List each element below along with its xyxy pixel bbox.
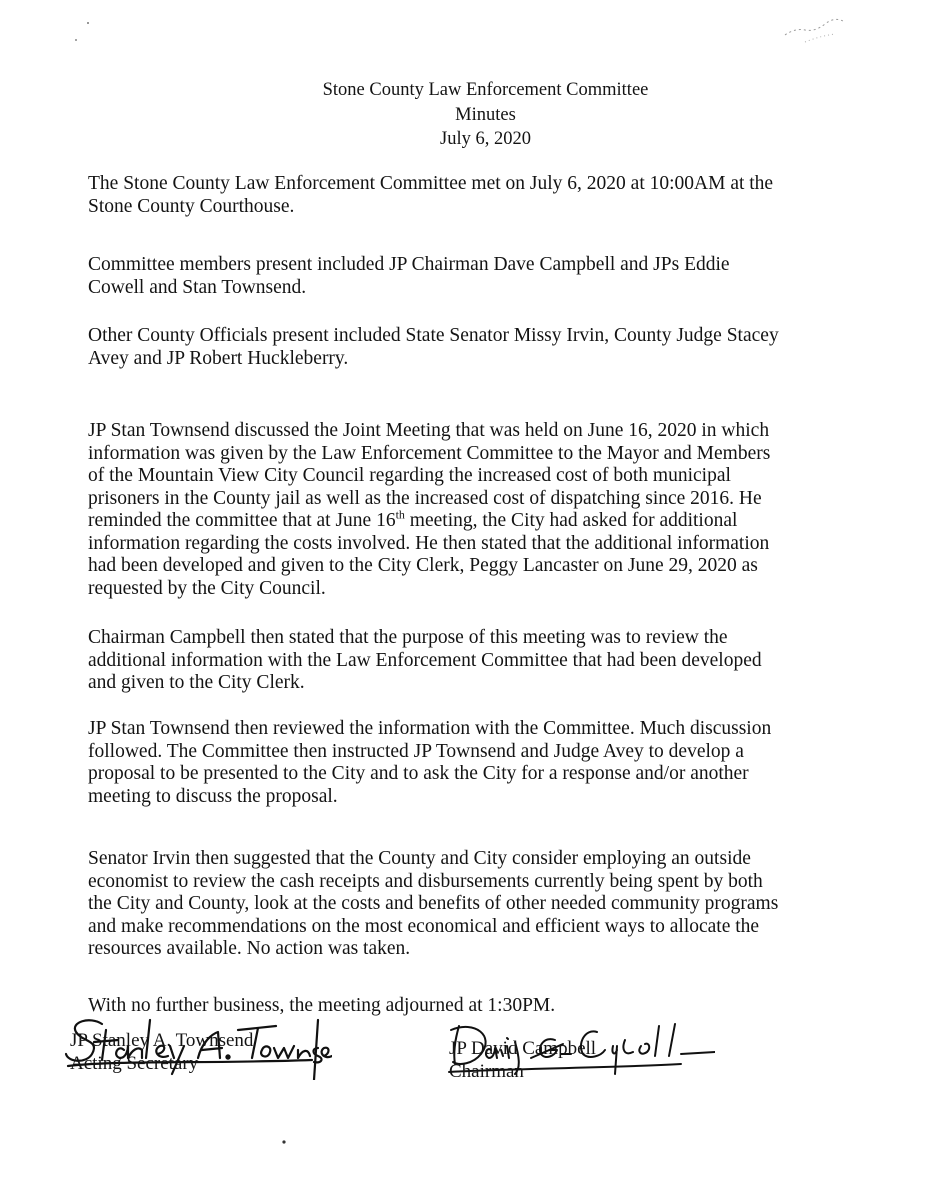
meeting-date: July 6, 2020 bbox=[440, 129, 531, 149]
paragraph-adjournment: With no further business, the meeting adjourned at 1:30PM. bbox=[88, 995, 556, 1016]
scan-dot-bottom bbox=[280, 1138, 288, 1146]
scan-speck-top-left bbox=[70, 18, 110, 48]
discussion-text-part2: meeting, the City had asked for additional information regarding the costs involved. He then stated that the additional information had been developed and given to the City Clerk, Peggy Lancaster on June 29, 2020 as requested by the City Council. bbox=[88, 510, 770, 599]
document-header bbox=[0, 78, 925, 152]
secretary-title: Acting Secretary bbox=[70, 1053, 199, 1074]
paragraph-meeting-purpose: Chairman Campbell then stated that the purpose of this meeting was to review the additional information with the Law Enforcement Committee that had been developed and given to the City Clerk. bbox=[88, 627, 762, 693]
chairman-title: Chairman bbox=[449, 1061, 524, 1082]
paragraph-meeting: The Stone County Law Enforcement Committee met on July 6, 2020 at 10:00AM at the Stone County Courthouse. bbox=[88, 173, 774, 217]
paragraph-officials-present: Other County Officials present included State Senator Missy Irvin, County Judge Stacey Avey and JP Robert Huckleberry. bbox=[88, 325, 779, 369]
document-type: Minutes bbox=[455, 104, 516, 125]
paragraph-joint-meeting-discussion bbox=[88, 420, 788, 600]
discussion-ordinal-suffix: th bbox=[395, 507, 405, 522]
discussion-text-part1: JP Stan Townsend discussed the Joint Meeting that was held on June 16, 2020 in which information was given by the Law Enforcement Committee to the Mayor and Members of the Mountain View City Council regarding the increased cost of both municipal prisoners in the County jail as well as the increased cost of dispatching since 2016. He reminded the committee that at June 16 bbox=[88, 420, 771, 531]
scan-speck-top-right bbox=[775, 10, 865, 50]
secretary-name: JP Stanley A. Townsend bbox=[70, 1030, 254, 1051]
chairman-name: JP David Campbell bbox=[449, 1038, 597, 1059]
committee-title: Stone County Law Enforcement Committee bbox=[322, 80, 649, 100]
paragraph-members-present: Committee members present included JP Chairman Dave Campbell and JPs Eddie Cowell and Stan Townsend. bbox=[88, 254, 730, 298]
signature-block-chairman bbox=[449, 1037, 749, 1083]
paragraph-senator-suggestion: Senator Irvin then suggested that the County and City consider employing an outside economist to review the cash receipts and disbursements currently being spent by both the City and County, look at the costs and benefits of other needed community programs and make recommendations on the most economical and efficient ways to allocate the resources available. No action was taken. bbox=[88, 848, 779, 959]
signature-block-secretary bbox=[70, 1029, 370, 1075]
paragraph-information-review: JP Stan Townsend then reviewed the information with the Committee. Much discussion followed. The Committee then instructed JP Townsend and Judge Avey to develop a proposal to be presented to the City and to ask the City for a response and/or another meeting to discuss the proposal. bbox=[88, 718, 772, 807]
